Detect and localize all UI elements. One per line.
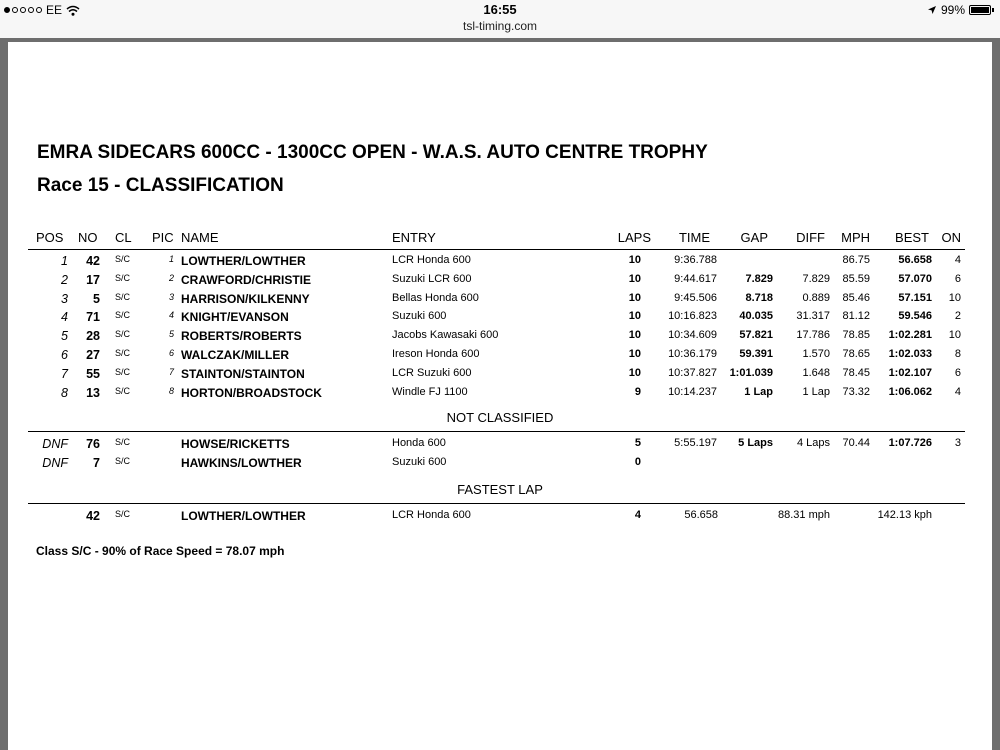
cell-time: 10:36.179 xyxy=(668,348,717,360)
cell-name: HAWKINS/LOWTHER xyxy=(181,456,302,470)
cell-entry: Bellas Honda 600 xyxy=(392,292,479,304)
cell-diff: 0.889 xyxy=(802,292,830,304)
cell-pic: 7 xyxy=(168,367,174,377)
cell-no: 28 xyxy=(86,329,100,343)
cell-pic: 4 xyxy=(168,310,174,320)
cell-best: 57.151 xyxy=(898,292,932,304)
cell-pic: 6 xyxy=(168,348,174,358)
cell-mph: 85.46 xyxy=(842,292,870,304)
cell-pic: 5 xyxy=(168,329,174,339)
cell-mph: 78.45 xyxy=(842,367,870,379)
cell-cl: S/C xyxy=(115,367,131,377)
cell-entry: Windle FJ 1100 xyxy=(392,386,468,398)
cell-no: 7 xyxy=(93,456,100,470)
cell-no: 55 xyxy=(86,367,100,381)
cell-laps: 10 xyxy=(628,273,641,285)
cell-pic: 1 xyxy=(168,254,174,264)
cell-cl: S/C xyxy=(115,456,131,466)
race-speed-note: Class S/C - 90% of Race Speed = 78.07 mph xyxy=(36,544,285,558)
cell-cl: S/C xyxy=(115,437,131,447)
cell-diff: 1.570 xyxy=(802,348,830,360)
cell-entry: Suzuki 600 xyxy=(392,456,447,468)
cell-no: 17 xyxy=(86,273,100,287)
cell-entry: Ireson Honda 600 xyxy=(392,348,480,360)
cell-best: 1:06.062 xyxy=(888,386,932,398)
column-header-cl: CL xyxy=(115,230,132,245)
cell-best: 1:02.107 xyxy=(888,367,932,379)
cell-diff: 31.317 xyxy=(796,310,830,322)
cell-pic: 8 xyxy=(168,386,174,396)
address-bar[interactable]: tsl-timing.com xyxy=(462,19,537,33)
cell-time: 9:36.788 xyxy=(674,254,717,266)
cell-entry: Suzuki 600 xyxy=(392,310,447,322)
fastest-cell-entry: LCR Honda 600 xyxy=(392,509,471,521)
cell-cl: S/C xyxy=(115,348,131,358)
cell-on: 4 xyxy=(954,254,961,266)
cell-cl: S/C xyxy=(115,292,131,302)
fastest-lap-divider xyxy=(28,503,965,504)
cell-entry: Jacobs Kawasaki 600 xyxy=(392,329,499,341)
cell-gap: 7.829 xyxy=(745,273,773,285)
cell-name: HOWSE/RICKETTS xyxy=(181,437,290,451)
fastest-cell-kph: 142.13 kph xyxy=(877,509,932,521)
battery-tip xyxy=(992,8,994,12)
cell-name: LOWTHER/LOWTHER xyxy=(181,254,306,268)
cell-name: STAINTON/STAINTON xyxy=(181,367,305,381)
column-header-mph: MPH xyxy=(841,230,870,245)
cell-best: 59.546 xyxy=(898,310,932,322)
cell-pos: 4 xyxy=(61,310,68,324)
cell-on: 4 xyxy=(954,386,961,398)
cell-gap: 59.391 xyxy=(739,348,773,360)
cell-gap: 1 Lap xyxy=(744,386,773,398)
cell-no: 71 xyxy=(86,310,100,324)
cell-diff: 7.829 xyxy=(802,273,830,285)
cell-time: 10:16.823 xyxy=(668,310,717,322)
clock: 16:55 xyxy=(483,2,517,17)
cell-gap: 1:01.039 xyxy=(729,367,773,379)
cell-on: 8 xyxy=(954,348,961,360)
cell-cl: S/C xyxy=(115,273,131,283)
cell-entry: Suzuki LCR 600 xyxy=(392,273,472,285)
cell-pos: 5 xyxy=(61,329,68,343)
cell-mph: 85.59 xyxy=(842,273,870,285)
cell-diff: 17.786 xyxy=(796,329,830,341)
cell-pos: 1 xyxy=(61,254,68,268)
fastest-cell-name: LOWTHER/LOWTHER xyxy=(181,509,306,523)
cell-on: 6 xyxy=(954,273,961,285)
status-right xyxy=(927,3,994,17)
cell-laps: 10 xyxy=(628,292,641,304)
cell-pic: 3 xyxy=(168,292,174,302)
column-header-on: ON xyxy=(941,230,961,245)
cell-cl: S/C xyxy=(115,310,131,320)
fastest-lap-heading: FASTEST LAP xyxy=(457,482,543,497)
cell-entry: Honda 600 xyxy=(392,437,446,449)
column-header-laps: LAPS xyxy=(617,230,651,245)
cell-pos: DNF xyxy=(42,456,68,470)
fastest-cell-no: 42 xyxy=(86,509,100,523)
cell-best: 57.070 xyxy=(898,273,932,285)
column-header-best: BEST xyxy=(895,230,929,245)
cell-time: 5:55.197 xyxy=(674,437,717,449)
cell-entry: LCR Suzuki 600 xyxy=(392,367,472,379)
cell-no: 42 xyxy=(86,254,100,268)
results-document xyxy=(8,42,992,750)
cell-pos: 8 xyxy=(61,386,68,400)
column-header-name: NAME xyxy=(181,230,219,245)
cell-name: ROBERTS/ROBERTS xyxy=(181,329,302,343)
cell-entry: LCR Honda 600 xyxy=(392,254,471,266)
cell-laps: 5 xyxy=(634,437,641,449)
cell-on: 10 xyxy=(948,292,961,304)
location-arrow-icon xyxy=(927,5,937,15)
column-header-pos: POS xyxy=(36,230,64,245)
cell-laps: 10 xyxy=(628,254,641,266)
cell-pos: 2 xyxy=(61,273,68,287)
cell-name: CRAWFORD/CHRISTIE xyxy=(181,273,311,287)
cell-no: 5 xyxy=(93,292,100,306)
cell-on: 6 xyxy=(954,367,961,379)
cell-no: 76 xyxy=(86,437,100,451)
battery-icon xyxy=(969,5,991,15)
cell-diff: 1 Lap xyxy=(802,386,830,398)
column-header-diff: DIFF xyxy=(796,230,825,245)
cell-gap: 57.821 xyxy=(739,329,773,341)
cell-on: 10 xyxy=(948,329,961,341)
cell-mph: 73.32 xyxy=(842,386,870,398)
column-header-time: TIME xyxy=(678,230,710,245)
cell-diff: 1.648 xyxy=(802,367,830,379)
cell-time: 10:37.827 xyxy=(668,367,717,379)
cell-pos: DNF xyxy=(42,437,68,451)
cell-no: 13 xyxy=(86,386,100,400)
column-header-entry: ENTRY xyxy=(392,230,436,245)
not-classified-divider xyxy=(28,431,965,432)
column-header-no: NO xyxy=(78,230,98,245)
cell-no: 27 xyxy=(86,348,100,362)
cell-time: 10:34.609 xyxy=(668,329,717,341)
cell-mph: 78.85 xyxy=(842,329,870,341)
cell-best: 1:02.033 xyxy=(888,348,932,360)
cell-laps: 10 xyxy=(628,310,641,322)
event-title: EMRA SIDECARS 600CC - 1300CC OPEN - W.A.S. AUTO CENTRE TROPHY xyxy=(37,142,708,163)
cell-cl: S/C xyxy=(115,386,131,396)
header-divider xyxy=(28,249,965,250)
cell-gap: 8.718 xyxy=(745,292,773,304)
cell-gap: 40.035 xyxy=(739,310,773,322)
cell-time: 9:45.506 xyxy=(674,292,717,304)
cell-time: 9:44.617 xyxy=(674,273,717,285)
cell-diff: 4 Laps xyxy=(796,437,830,449)
cell-laps: 10 xyxy=(628,367,641,379)
cell-cl: S/C xyxy=(115,254,131,264)
cell-name: WALCZAK/MILLER xyxy=(181,348,289,362)
cell-name: HORTON/BROADSTOCK xyxy=(181,386,322,400)
race-subtitle: Race 15 - CLASSIFICATION xyxy=(37,175,284,196)
column-header-pic: PIC xyxy=(152,230,174,245)
fastest-cell-cl: S/C xyxy=(115,509,131,519)
cell-laps: 9 xyxy=(634,386,641,398)
column-header-gap: GAP xyxy=(740,230,768,245)
status-bar xyxy=(0,0,1000,38)
cell-best: 1:07.726 xyxy=(888,437,932,449)
cell-pos: 7 xyxy=(61,367,68,381)
carrier-name: EE xyxy=(46,3,63,17)
cell-time: 10:14.237 xyxy=(668,386,717,398)
battery-percent: 99% xyxy=(940,3,965,17)
fastest-cell-mph: 88.31 mph xyxy=(778,509,830,521)
cell-best: 56.658 xyxy=(898,254,932,266)
not-classified-heading: NOT CLASSIFIED xyxy=(446,410,554,425)
cell-mph: 70.44 xyxy=(842,437,870,449)
fastest-cell-lap: 4 xyxy=(634,509,641,521)
cell-pic: 2 xyxy=(168,273,174,283)
cell-name: KNIGHT/EVANSON xyxy=(181,310,289,324)
cell-cl: S/C xyxy=(115,329,131,339)
cell-mph: 81.12 xyxy=(842,310,870,322)
cell-gap: 5 Laps xyxy=(738,437,773,449)
fastest-cell-time: 56.658 xyxy=(684,509,718,521)
cell-name: HARRISON/KILKENNY xyxy=(181,292,310,306)
cell-mph: 78.65 xyxy=(842,348,870,360)
cell-mph: 86.75 xyxy=(842,254,870,266)
cell-best: 1:02.281 xyxy=(888,329,932,341)
cell-laps: 10 xyxy=(628,329,641,341)
cell-pos: 3 xyxy=(61,292,68,306)
cell-on: 3 xyxy=(954,437,961,449)
cell-laps: 10 xyxy=(628,348,641,360)
cell-on: 2 xyxy=(954,310,961,322)
cell-pos: 6 xyxy=(61,348,68,362)
cell-laps: 0 xyxy=(634,456,641,468)
